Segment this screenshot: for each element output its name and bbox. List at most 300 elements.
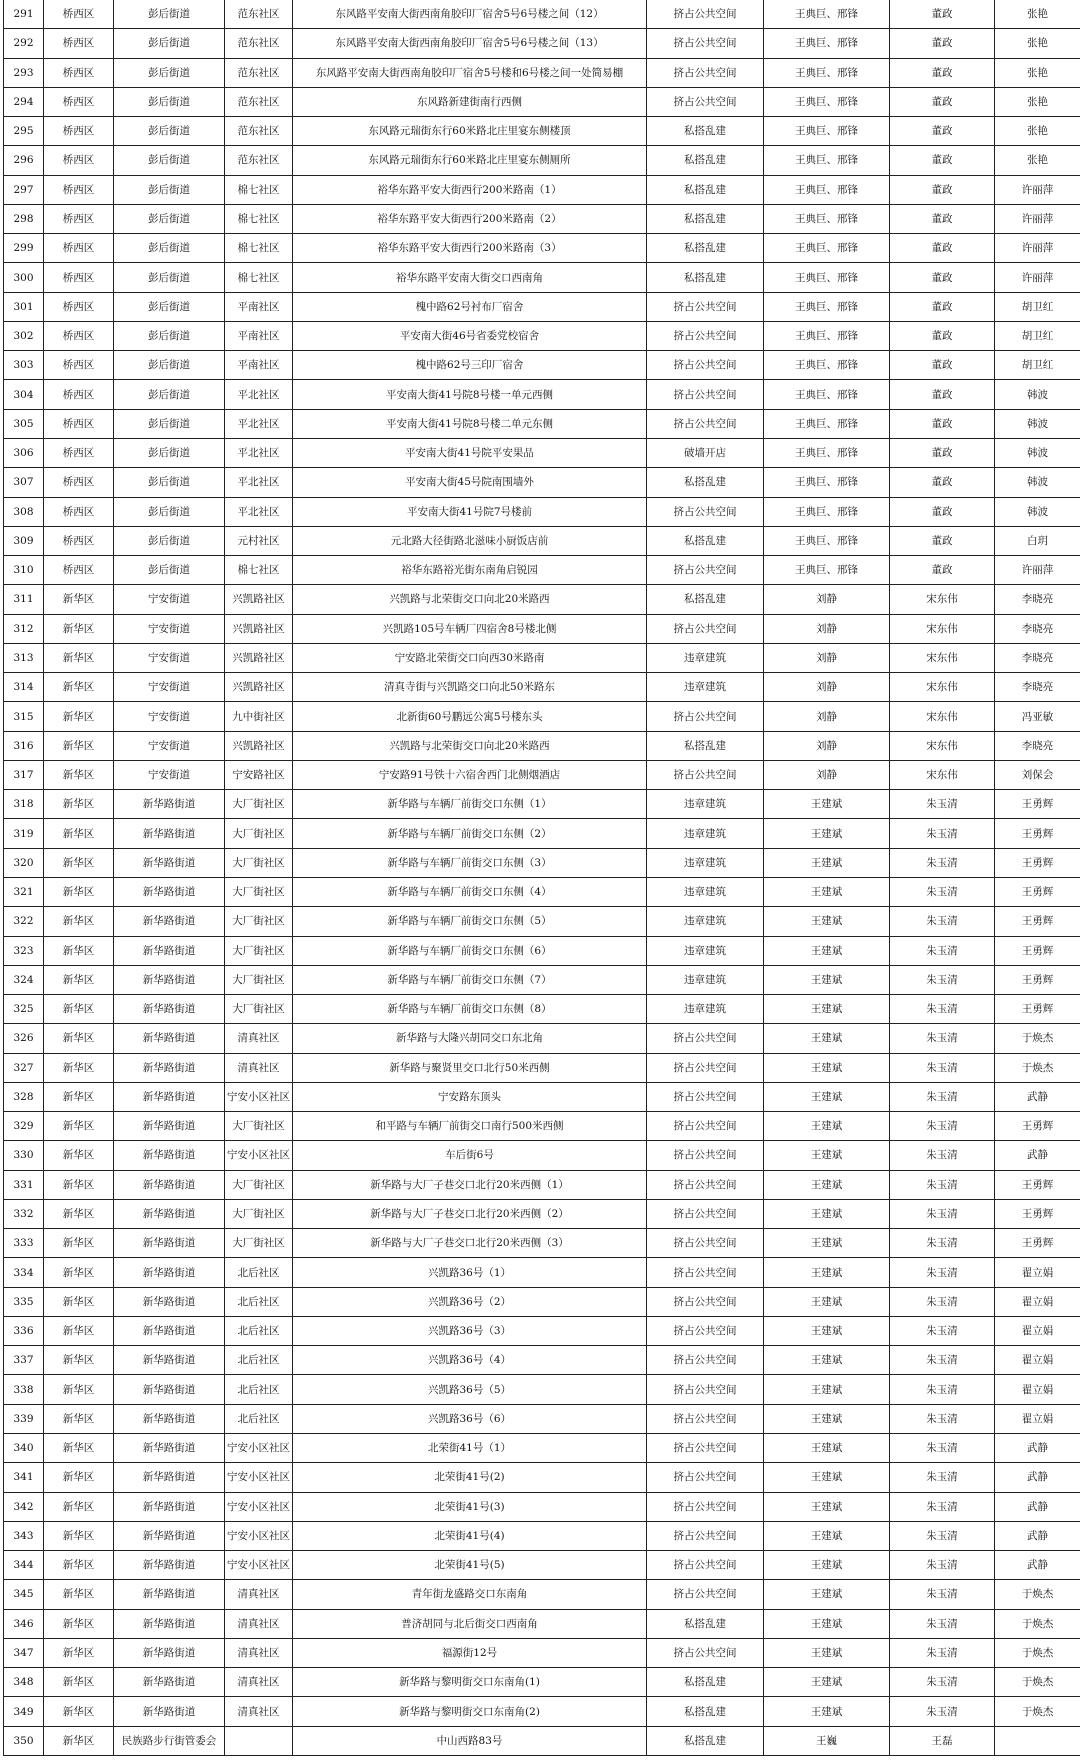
supervisor-cell: 朱玉清 (890, 1229, 995, 1258)
subdistrict-cell: 新华路街道 (114, 848, 225, 877)
supervisor-cell: 朱玉清 (890, 1404, 995, 1433)
table-row (4, 1346, 1080, 1375)
community-contact-cell: 翟立娟 (995, 1375, 1080, 1404)
row-number-cell: 308 (4, 497, 44, 526)
table-row (4, 117, 1080, 146)
district-cell: 新华区 (44, 760, 114, 789)
community-contact-cell (995, 1726, 1080, 1755)
location-cell: 车后街6号 (293, 1141, 647, 1170)
row-number-cell: 296 (4, 146, 44, 175)
supervisor-cell: 朱玉清 (890, 1258, 995, 1287)
row-number-cell: 295 (4, 117, 44, 146)
supervisor-cell: 董政 (890, 526, 995, 555)
responsible-officials-cell: 刘静 (764, 702, 890, 731)
subdistrict-cell: 彭后街道 (114, 526, 225, 555)
community-cell: 清真社区 (225, 1668, 293, 1697)
issue-type-cell: 挤占公共空间 (647, 1346, 764, 1375)
district-cell: 新华区 (44, 1112, 114, 1141)
table-row (4, 965, 1080, 994)
supervisor-cell: 朱玉清 (890, 1199, 995, 1228)
subdistrict-cell: 新华路街道 (114, 936, 225, 965)
supervisor-cell: 宋东伟 (890, 585, 995, 614)
supervisor-cell: 朱玉清 (890, 1521, 995, 1550)
location-cell: 北新街60号鹏远公寓5号楼东头 (293, 702, 647, 731)
community-contact-cell: 张艳 (995, 87, 1080, 116)
table-row (4, 1726, 1080, 1755)
responsible-officials-cell: 王建斌 (764, 1375, 890, 1404)
table-row (4, 1609, 1080, 1638)
location-cell: 新华路与车辆厂前街交口东侧（8） (293, 995, 647, 1024)
subdistrict-cell: 新华路街道 (114, 1024, 225, 1053)
district-cell: 桥西区 (44, 526, 114, 555)
location-cell: 新华路与车辆厂前街交口东侧（2） (293, 819, 647, 848)
location-cell: 和平路与车辆厂前街交口南行500米西侧 (293, 1112, 647, 1141)
district-cell: 新华区 (44, 1170, 114, 1199)
district-cell: 新华区 (44, 1521, 114, 1550)
responsible-officials-cell: 王建斌 (764, 1668, 890, 1697)
location-cell: 新华路与黎明街交口东南角(2) (293, 1697, 647, 1726)
supervisor-cell: 朱玉清 (890, 995, 995, 1024)
supervisor-cell: 董政 (890, 438, 995, 467)
subdistrict-cell: 彭后街道 (114, 409, 225, 438)
district-cell: 新华区 (44, 1726, 114, 1755)
district-cell: 新华区 (44, 673, 114, 702)
row-number-cell: 317 (4, 760, 44, 789)
responsible-officials-cell: 王建斌 (764, 848, 890, 877)
row-number-cell: 343 (4, 1521, 44, 1550)
row-number-cell: 342 (4, 1492, 44, 1521)
district-cell: 桥西区 (44, 351, 114, 380)
community-contact-cell: 李晓亮 (995, 673, 1080, 702)
supervisor-cell: 朱玉清 (890, 1551, 995, 1580)
community-contact-cell: 武静 (995, 1434, 1080, 1463)
location-cell: 东风路元瑞街东行60米路北庄里宴东侧楼顶 (293, 117, 647, 146)
responsible-officials-cell: 王典巨、邢锋 (764, 292, 890, 321)
responsible-officials-cell: 王建斌 (764, 1053, 890, 1082)
community-contact-cell: 于焕杰 (995, 1580, 1080, 1609)
responsible-officials-cell: 王建斌 (764, 1141, 890, 1170)
subdistrict-cell: 宁安街道 (114, 702, 225, 731)
row-number-cell: 301 (4, 292, 44, 321)
responsible-officials-cell: 王建斌 (764, 1258, 890, 1287)
location-cell: 平安南大街41号院8号楼一单元西侧 (293, 380, 647, 409)
location-cell: 兴凯路与北荣街交口向北20米路西 (293, 731, 647, 760)
community-cell: 棉七社区 (225, 204, 293, 233)
table-row (4, 204, 1080, 233)
community-contact-cell: 李晓亮 (995, 731, 1080, 760)
community-contact-cell: 武静 (995, 1492, 1080, 1521)
supervisor-cell: 朱玉清 (890, 965, 995, 994)
table-row (4, 1492, 1080, 1521)
subdistrict-cell: 新华路街道 (114, 1434, 225, 1463)
district-cell: 新华区 (44, 1229, 114, 1258)
community-cell: 范东社区 (225, 29, 293, 58)
location-cell: 北荣街41号(5) (293, 1551, 647, 1580)
issue-type-cell: 违章建筑 (647, 673, 764, 702)
location-cell: 兴凯路36号（4） (293, 1346, 647, 1375)
location-cell: 槐中路62号三印厂宿舍 (293, 351, 647, 380)
community-cell: 宁安小区社区 (225, 1463, 293, 1492)
subdistrict-cell: 新华路街道 (114, 1287, 225, 1316)
row-number-cell: 316 (4, 731, 44, 760)
community-cell (225, 1726, 293, 1755)
community-cell: 清真社区 (225, 1580, 293, 1609)
district-cell: 新华区 (44, 790, 114, 819)
district-cell: 桥西区 (44, 321, 114, 350)
community-cell: 大厂街社区 (225, 848, 293, 877)
responsible-officials-cell: 王典巨、邢锋 (764, 468, 890, 497)
supervisor-cell: 宋东伟 (890, 673, 995, 702)
district-cell: 桥西区 (44, 497, 114, 526)
location-cell: 东风路平安南大街西南角胶印厂宿舍5号6号楼之间（12） (293, 0, 647, 29)
location-cell: 新华路与大厂子巷交口北行20米西侧（3） (293, 1229, 647, 1258)
community-contact-cell: 胡卫红 (995, 351, 1080, 380)
table-row (4, 58, 1080, 87)
subdistrict-cell: 新华路街道 (114, 995, 225, 1024)
row-number-cell: 339 (4, 1404, 44, 1433)
district-cell: 新华区 (44, 1434, 114, 1463)
responsible-officials-cell: 王典巨、邢锋 (764, 556, 890, 585)
location-cell: 兴凯路36号（2） (293, 1287, 647, 1316)
district-cell: 桥西区 (44, 409, 114, 438)
subdistrict-cell: 彭后街道 (114, 204, 225, 233)
issue-type-cell: 私搭乱建 (647, 468, 764, 497)
issue-type-cell: 违章建筑 (647, 965, 764, 994)
district-cell: 新华区 (44, 1638, 114, 1667)
issue-type-cell: 挤占公共空间 (647, 1199, 764, 1228)
subdistrict-cell: 彭后街道 (114, 0, 225, 29)
district-cell: 桥西区 (44, 438, 114, 467)
issue-type-cell: 挤占公共空间 (647, 351, 764, 380)
district-cell: 新华区 (44, 1199, 114, 1228)
table-row (4, 351, 1080, 380)
location-cell: 裕华东路裕光街东南角启锐园 (293, 556, 647, 585)
community-contact-cell: 张艳 (995, 146, 1080, 175)
responsible-officials-cell: 王建斌 (764, 1199, 890, 1228)
table-row (4, 87, 1080, 116)
district-cell: 桥西区 (44, 292, 114, 321)
community-cell: 元村社区 (225, 526, 293, 555)
subdistrict-cell: 新华路街道 (114, 1404, 225, 1433)
subdistrict-cell: 新华路街道 (114, 1346, 225, 1375)
community-cell: 清真社区 (225, 1638, 293, 1667)
issue-type-cell: 挤占公共空间 (647, 1258, 764, 1287)
supervisor-cell: 董政 (890, 117, 995, 146)
subdistrict-cell: 彭后街道 (114, 87, 225, 116)
district-cell: 桥西区 (44, 29, 114, 58)
subdistrict-cell: 新华路街道 (114, 1141, 225, 1170)
subdistrict-cell: 宁安街道 (114, 643, 225, 672)
issue-type-cell: 私搭乱建 (647, 117, 764, 146)
responsible-officials-cell: 王建斌 (764, 1434, 890, 1463)
supervisor-cell: 朱玉清 (890, 1170, 995, 1199)
supervisor-cell: 朱玉清 (890, 1668, 995, 1697)
row-number-cell: 291 (4, 0, 44, 29)
row-number-cell: 318 (4, 790, 44, 819)
responsible-officials-cell: 王典巨、邢锋 (764, 175, 890, 204)
district-cell: 新华区 (44, 1258, 114, 1287)
issue-type-cell: 私搭乱建 (647, 175, 764, 204)
community-contact-cell: 王勇辉 (995, 848, 1080, 877)
location-cell: 新华路与大厂子巷交口北行20米西侧（1） (293, 1170, 647, 1199)
location-cell: 宁安路91号铁十六宿舍西门北侧烟酒店 (293, 760, 647, 789)
community-cell: 大厂街社区 (225, 1170, 293, 1199)
community-contact-cell: 于焕杰 (995, 1638, 1080, 1667)
community-contact-cell: 许丽萍 (995, 263, 1080, 292)
table-row (4, 614, 1080, 643)
table-row (4, 526, 1080, 555)
location-cell: 兴凯路36号（3） (293, 1316, 647, 1345)
district-cell: 新华区 (44, 1141, 114, 1170)
subdistrict-cell: 彭后街道 (114, 175, 225, 204)
location-cell: 福源街12号 (293, 1638, 647, 1667)
subdistrict-cell: 彭后街道 (114, 234, 225, 263)
supervisor-cell: 董政 (890, 263, 995, 292)
community-cell: 九中街社区 (225, 702, 293, 731)
table-row (4, 1199, 1080, 1228)
community-contact-cell: 许丽萍 (995, 175, 1080, 204)
community-cell: 平北社区 (225, 468, 293, 497)
subdistrict-cell: 彭后街道 (114, 146, 225, 175)
supervisor-cell: 董政 (890, 29, 995, 58)
responsible-officials-cell: 王典巨、邢锋 (764, 0, 890, 29)
supervisor-cell: 朱玉清 (890, 1580, 995, 1609)
location-cell: 元北路大径街路北滋味小厨饭店前 (293, 526, 647, 555)
subdistrict-cell: 宁安街道 (114, 614, 225, 643)
issue-type-cell: 违章建筑 (647, 848, 764, 877)
table-row (4, 1316, 1080, 1345)
row-number-cell: 305 (4, 409, 44, 438)
table-row (4, 1638, 1080, 1667)
table-row (4, 731, 1080, 760)
issue-type-cell: 挤占公共空间 (647, 1434, 764, 1463)
issue-type-cell: 挤占公共空间 (647, 1404, 764, 1433)
issue-type-cell: 挤占公共空间 (647, 1580, 764, 1609)
location-cell: 新华路与大厂子巷交口北行20米西侧（2） (293, 1199, 647, 1228)
records-table (3, 0, 1080, 1756)
location-cell: 裕华东路平安南大街交口西南角 (293, 263, 647, 292)
table-row (4, 1082, 1080, 1111)
row-number-cell: 331 (4, 1170, 44, 1199)
subdistrict-cell: 彭后街道 (114, 29, 225, 58)
supervisor-cell: 董政 (890, 556, 995, 585)
responsible-officials-cell: 王典巨、邢锋 (764, 87, 890, 116)
issue-type-cell: 私搭乱建 (647, 585, 764, 614)
location-cell: 新华路与大隆兴胡同交口东北角 (293, 1024, 647, 1053)
supervisor-cell: 朱玉清 (890, 877, 995, 906)
location-cell: 平安南大街45号院南围墙外 (293, 468, 647, 497)
table-row (4, 877, 1080, 906)
row-number-cell: 310 (4, 556, 44, 585)
community-contact-cell: 王勇辉 (995, 1170, 1080, 1199)
location-cell: 宁安路北荣街交口向西30米路南 (293, 643, 647, 672)
subdistrict-cell: 新华路街道 (114, 1112, 225, 1141)
table-row (4, 1551, 1080, 1580)
row-number-cell: 334 (4, 1258, 44, 1287)
location-cell: 普济胡同与北后街交口西南角 (293, 1609, 647, 1638)
location-cell: 中山西路83号 (293, 1726, 647, 1755)
supervisor-cell: 朱玉清 (890, 936, 995, 965)
district-cell: 新华区 (44, 1375, 114, 1404)
community-contact-cell: 于焕杰 (995, 1053, 1080, 1082)
table-row (4, 1258, 1080, 1287)
issue-type-cell: 私搭乱建 (647, 204, 764, 233)
community-cell: 宁安小区社区 (225, 1141, 293, 1170)
location-cell: 新华路与车辆厂前街交口东侧（6） (293, 936, 647, 965)
community-cell: 清真社区 (225, 1609, 293, 1638)
district-cell: 新华区 (44, 1551, 114, 1580)
table-row (4, 1521, 1080, 1550)
community-cell: 大厂街社区 (225, 995, 293, 1024)
location-cell: 兴凯路36号（6） (293, 1404, 647, 1433)
location-cell: 裕华东路平安大街西行200米路南（1） (293, 175, 647, 204)
issue-type-cell: 挤占公共空间 (647, 1141, 764, 1170)
row-number-cell: 311 (4, 585, 44, 614)
responsible-officials-cell: 王建斌 (764, 1082, 890, 1111)
location-cell: 平安南大街41号院平安果品 (293, 438, 647, 467)
community-contact-cell: 于焕杰 (995, 1609, 1080, 1638)
row-number-cell: 314 (4, 673, 44, 702)
row-number-cell: 306 (4, 438, 44, 467)
responsible-officials-cell: 刘静 (764, 760, 890, 789)
responsible-officials-cell: 王典巨、邢锋 (764, 526, 890, 555)
issue-type-cell: 违章建筑 (647, 643, 764, 672)
community-contact-cell: 翟立娟 (995, 1404, 1080, 1433)
district-cell: 新华区 (44, 848, 114, 877)
issue-type-cell: 挤占公共空间 (647, 87, 764, 116)
district-cell: 新华区 (44, 1404, 114, 1433)
location-cell: 新华路与聚贤里交口北行50米西侧 (293, 1053, 647, 1082)
location-cell: 平安南大街46号省委党校宿舍 (293, 321, 647, 350)
location-cell: 东风路元瑞街东行60米路北庄里宴东侧厕所 (293, 146, 647, 175)
district-cell: 新华区 (44, 1463, 114, 1492)
community-cell: 平北社区 (225, 409, 293, 438)
subdistrict-cell: 新华路街道 (114, 907, 225, 936)
community-cell: 北后社区 (225, 1404, 293, 1433)
issue-type-cell: 违章建筑 (647, 790, 764, 819)
issue-type-cell: 挤占公共空间 (647, 1053, 764, 1082)
community-contact-cell: 于焕杰 (995, 1668, 1080, 1697)
row-number-cell: 325 (4, 995, 44, 1024)
table-row (4, 1580, 1080, 1609)
supervisor-cell: 朱玉清 (890, 1434, 995, 1463)
issue-type-cell: 违章建筑 (647, 877, 764, 906)
community-cell: 大厂街社区 (225, 877, 293, 906)
supervisor-cell: 朱玉清 (890, 819, 995, 848)
community-contact-cell: 韩波 (995, 409, 1080, 438)
row-number-cell: 346 (4, 1609, 44, 1638)
community-contact-cell: 王勇辉 (995, 1112, 1080, 1141)
table-row (4, 175, 1080, 204)
district-cell: 新华区 (44, 1316, 114, 1345)
location-cell: 新华路与黎明街交口东南角(1) (293, 1668, 647, 1697)
responsible-officials-cell: 王典巨、邢锋 (764, 29, 890, 58)
supervisor-cell: 宋东伟 (890, 760, 995, 789)
responsible-officials-cell: 刘静 (764, 614, 890, 643)
row-number-cell: 347 (4, 1638, 44, 1667)
supervisor-cell: 朱玉清 (890, 790, 995, 819)
row-number-cell: 332 (4, 1199, 44, 1228)
supervisor-cell: 朱玉清 (890, 1346, 995, 1375)
responsible-officials-cell: 王建斌 (764, 877, 890, 906)
issue-type-cell: 私搭乱建 (647, 1697, 764, 1726)
issue-type-cell: 挤占公共空间 (647, 1492, 764, 1521)
district-cell: 新华区 (44, 877, 114, 906)
community-cell: 大厂街社区 (225, 936, 293, 965)
issue-type-cell: 私搭乱建 (647, 234, 764, 263)
location-cell: 新华路与车辆厂前街交口东侧（1） (293, 790, 647, 819)
subdistrict-cell: 彭后街道 (114, 58, 225, 87)
supervisor-cell: 董政 (890, 380, 995, 409)
community-cell: 宁安路社区 (225, 760, 293, 789)
community-contact-cell: 王勇辉 (995, 995, 1080, 1024)
community-contact-cell: 张艳 (995, 0, 1080, 29)
table-row (4, 1375, 1080, 1404)
supervisor-cell: 宋东伟 (890, 731, 995, 760)
community-cell: 兴凯路社区 (225, 585, 293, 614)
location-cell: 兴凯路与北荣街交口向北20米路西 (293, 585, 647, 614)
location-cell: 兴凯路36号（1） (293, 1258, 647, 1287)
table-row (4, 556, 1080, 585)
community-contact-cell: 王勇辉 (995, 1229, 1080, 1258)
supervisor-cell: 董政 (890, 321, 995, 350)
supervisor-cell: 朱玉清 (890, 848, 995, 877)
location-cell: 东风路新建街南行西侧 (293, 87, 647, 116)
row-number-cell: 315 (4, 702, 44, 731)
community-contact-cell: 王勇辉 (995, 936, 1080, 965)
issue-type-cell: 挤占公共空间 (647, 556, 764, 585)
issue-type-cell: 私搭乱建 (647, 1726, 764, 1755)
row-number-cell: 336 (4, 1316, 44, 1345)
community-contact-cell: 王勇辉 (995, 790, 1080, 819)
community-cell: 北后社区 (225, 1316, 293, 1345)
subdistrict-cell: 新华路街道 (114, 1170, 225, 1199)
community-contact-cell: 刘保会 (995, 760, 1080, 789)
supervisor-cell: 董政 (890, 146, 995, 175)
row-number-cell: 294 (4, 87, 44, 116)
location-cell: 新华路与车辆厂前街交口东侧（7） (293, 965, 647, 994)
issue-type-cell: 违章建筑 (647, 936, 764, 965)
row-number-cell: 341 (4, 1463, 44, 1492)
district-cell: 新华区 (44, 1346, 114, 1375)
table-row (4, 29, 1080, 58)
table-row (4, 146, 1080, 175)
community-contact-cell: 冯亚敏 (995, 702, 1080, 731)
subdistrict-cell: 彭后街道 (114, 438, 225, 467)
table-row (4, 585, 1080, 614)
issue-type-cell: 挤占公共空间 (647, 760, 764, 789)
subdistrict-cell: 新华路街道 (114, 1375, 225, 1404)
row-number-cell: 312 (4, 614, 44, 643)
supervisor-cell: 朱玉清 (890, 1375, 995, 1404)
table-row (4, 702, 1080, 731)
issue-type-cell: 私搭乱建 (647, 1668, 764, 1697)
issue-type-cell: 挤占公共空间 (647, 1082, 764, 1111)
supervisor-cell: 宋东伟 (890, 614, 995, 643)
issue-type-cell: 私搭乱建 (647, 526, 764, 555)
issue-type-cell: 挤占公共空间 (647, 614, 764, 643)
community-cell: 范东社区 (225, 146, 293, 175)
row-number-cell: 328 (4, 1082, 44, 1111)
community-contact-cell: 张艳 (995, 58, 1080, 87)
table-row (4, 1668, 1080, 1697)
row-number-cell: 300 (4, 263, 44, 292)
community-contact-cell: 韩波 (995, 468, 1080, 497)
supervisor-cell: 董政 (890, 468, 995, 497)
community-contact-cell: 于焕杰 (995, 1024, 1080, 1053)
row-number-cell: 302 (4, 321, 44, 350)
community-cell: 清真社区 (225, 1697, 293, 1726)
